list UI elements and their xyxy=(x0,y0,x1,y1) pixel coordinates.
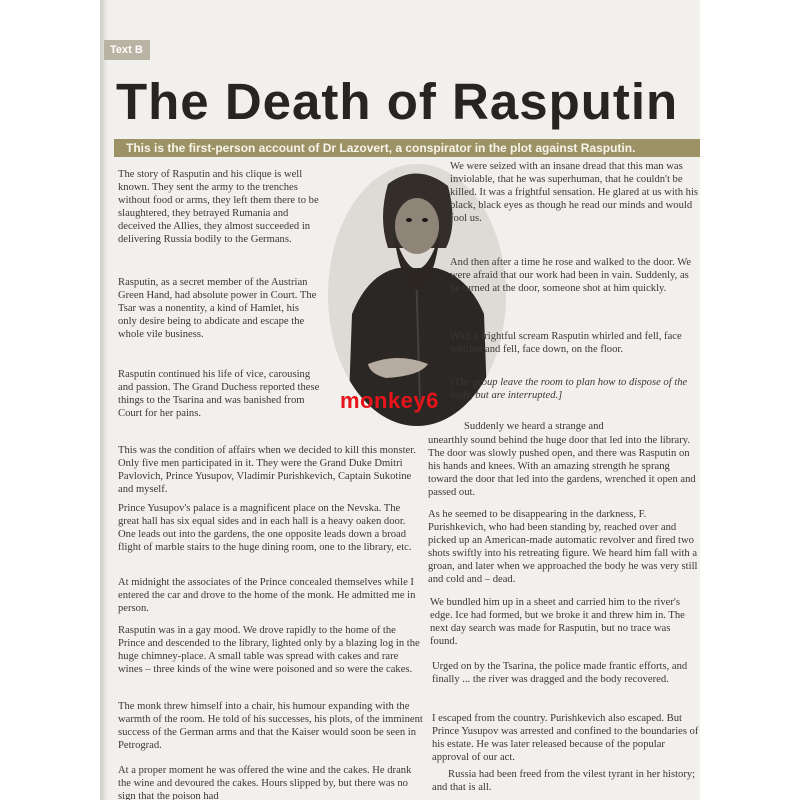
paragraph: We were seized with an insane dread that this man was inviolable, that he was superhuman, that he couldn't be killed. It was a frightful sensation. He glared at us with his black, black eyes as though he read our minds and would fool us. xyxy=(450,161,699,224)
paragraph: With a frightful scream Rasputin whirled and fell, face whirled and fell, face down, on the floor. xyxy=(450,331,682,355)
paragraph: Urged on by the Tsarina, the police made frantic efforts, and finally ... the river was dragged and the body recovered. xyxy=(432,661,688,685)
paragraph: Suddenly we heard a strange and xyxy=(464,421,604,432)
paragraph: Rasputin, as a secret member of the Austrian Green Hand, had absolute power in Court. The Tsar was a nonentity, a kind of Hamlet, his only desire being to abdicate and escape the whole vile business. xyxy=(118,277,317,340)
paragraph: The story of Rasputin and his clique is well known. They sent the army to the trenches without food or arms, they left them there to be slaughtered, they betrayed Rumania and deceived the Allies, they almost succeeded in delivering Russia bodily to the Germans. xyxy=(118,169,319,245)
paragraph: unearthly sound behind the huge door that led into the library. The door was slowly pushed open, and there was Rasputin on his hands and knees. With an amazing strength he sprang toward the door that led into the gardens, wrenched it open and passed out. xyxy=(428,435,696,498)
paragraph: At midnight the associates of the Prince concealed themselves while I entered the car and drove to the home of the monk. He admitted me in person. xyxy=(118,577,416,614)
paragraph: At a proper moment he was offered the wine and the cakes. He drank the wine and devoured the cakes. Hours slipped by, but there was no sign that the poison had xyxy=(118,765,412,800)
watermark: monkey6 xyxy=(340,388,439,413)
subtitle-banner: This is the first-person account of Dr Lazovert, a conspirator in the plot against Rasputin. xyxy=(114,139,700,157)
book-page xyxy=(100,0,700,800)
paragraph: Rasputin continued his life of vice, carousing and passion. The Grand Duchess reported these things to the Tsarina and was banished from Court for her pains. xyxy=(118,369,320,419)
paragraph: The monk threw himself into a chair, his humour expanding with the warmth of the room. He told of his successes, his plots, of the imminent success of the German arms and that the Kaiser would soon be seen in Petrograd. xyxy=(118,701,423,751)
editorial-note: [The group leave the room to plan how to dispose of the body, but are interrupted.] xyxy=(450,377,688,401)
paragraph: This was the condition of affairs when we decided to kill this monster. Only five men participated in it. They were the Grand Duke Dmitri Pavlovich, Prince Yusupov, Vladimir Purishkevich, Captain Sukotine and myself. xyxy=(118,445,416,495)
page-title: The Death of Rasputin xyxy=(116,73,679,130)
page-gutter-shadow xyxy=(100,0,108,800)
paragraph: Russia had been freed from the vilest tyrant in her history; and that is all. xyxy=(432,769,696,793)
paragraph: Rasputin was in a gay mood. We drove rapidly to the home of the Prince and descended to the library, lighted only by a blazing log in the huge chimney-place. A small table was spread with cakes and rare wines – three kinds of the wine were poisoned and so were the cakes. xyxy=(118,625,420,675)
paragraph: As he seemed to be disappearing in the darkness, F. Purishkevich, who had been standing by, reached over and picked up an American-made automatic revolver and fired two shots swiftly into his retreating figure. We heard him fall with a groan, and later when we approached the body he was very still and cold and – dead. xyxy=(428,509,698,585)
paragraph: We bundled him up in a sheet and carried him to the river's edge. Ice had formed, but we broke it and threw him in. The next day search was made for Rasputin, but no trace was found. xyxy=(430,597,685,647)
paragraph: I escaped from the country. Purishkevich also escaped. But Prince Yusupov was arrested and confined to the boundaries of his estate. He was later released because of the popular approval of our act. xyxy=(432,713,699,763)
section-tag: Text B xyxy=(104,40,150,60)
paragraph: Prince Yusupov's palace is a magnificent place on the Nevska. The great hall has six equal sides and in each hall is a heavy oaken door. One leads out into the gardens, the one opposite leads down a broad flight of marble stairs to the huge dining room, one to the library, etc. xyxy=(118,503,412,553)
paragraph: And then after a time he rose and walked to the door. We were afraid that our work had been in vain. Suddenly, as he turned at the door, someone shot at him quickly. xyxy=(450,257,692,294)
